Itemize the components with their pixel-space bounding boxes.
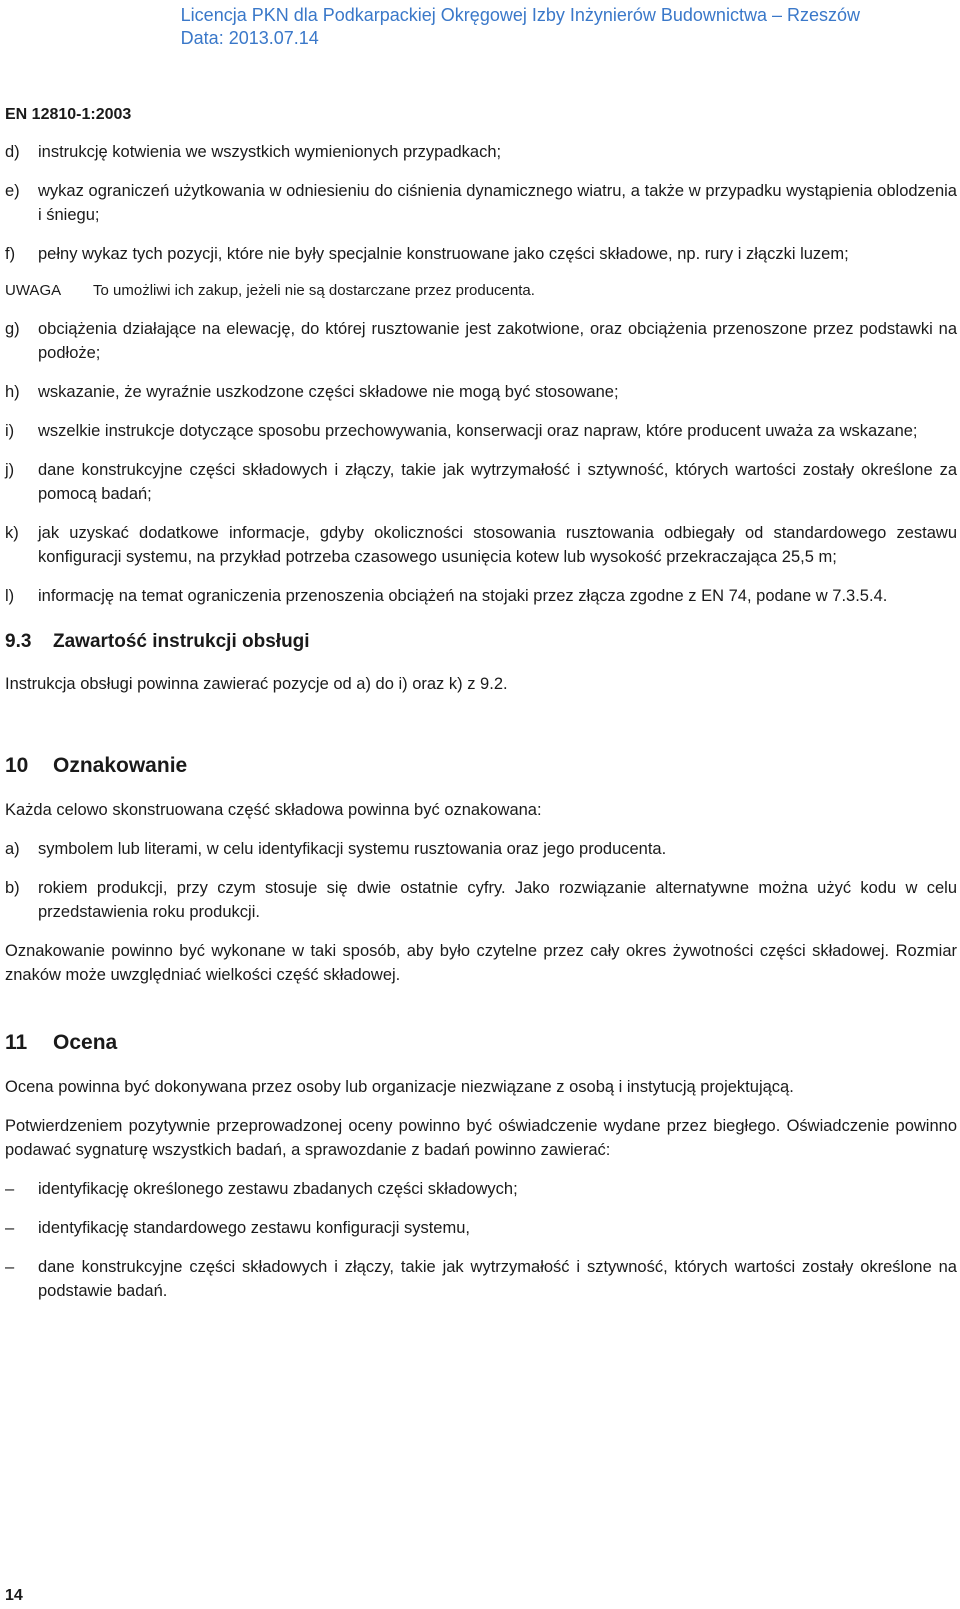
item-label: e) <box>5 182 20 200</box>
note-text: To umożliwi ich zakup, jeżeli nie są dostarczane przez producenta. <box>93 282 535 299</box>
item-label: l) <box>5 587 15 605</box>
item-text: identyfikację standardowego zestawu konfiguracji systemu, <box>38 1219 470 1237</box>
item-label: j) <box>5 461 15 479</box>
section-heading-11 <box>5 1031 957 1055</box>
item-label: i) <box>5 422 15 440</box>
license-watermark <box>181 4 860 50</box>
watermark-line-2: Data: 2013.07.14 <box>180 28 319 48</box>
section-heading-9-3 <box>5 630 957 654</box>
item-label: h) <box>5 383 20 401</box>
item-text: informację na temat ograniczenia przenoszenia obciążeń na stojaki przez złącza zgodne z EN 74, podane w 7.3.5.4. <box>38 587 888 605</box>
section-number: 10 <box>5 754 29 777</box>
bullet-dash: – <box>5 1219 15 1237</box>
section-title: Zawartość instrukcji obsługi <box>53 631 310 652</box>
list-item <box>5 521 957 569</box>
note <box>5 279 957 303</box>
bullet-dash: – <box>5 1258 15 1276</box>
list-item <box>5 317 957 365</box>
item-text: identyfikację określonego zestawu zbadanych części składowych; <box>38 1180 518 1198</box>
list-item <box>5 179 957 227</box>
item-text: jak uzyskać dodatkowe informacje, gdyby okoliczności stosowania rusztowania odbiegały od standardowego zestawu konfiguracji systemu, na przykład potrzeba czasowego usunięcia kotew lub wysokość przekraczająca 25,5 m; <box>38 524 957 566</box>
item-text: rokiem produkcji, przy czym stosuje się dwie ostatnie cyfry. Jako rozwiązanie alternatywne można użyć kodu w celu przedstawienia roku produkcji. <box>38 879 957 921</box>
item-text: symbolem lub literami, w celu identyfikacji systemu rusztowania oraz jego producenta. <box>38 840 667 858</box>
list-item <box>5 876 957 924</box>
item-label: b) <box>5 879 20 897</box>
item-text: instrukcję kotwienia we wszystkich wymienionych przypadkach; <box>38 143 502 161</box>
item-text: pełny wykaz tych pozycji, które nie były specjalnie konstruowane jako części składowe, np. rury i złączki luzem; <box>38 245 849 263</box>
list-item <box>5 837 957 861</box>
list-item <box>5 419 957 443</box>
item-label: g) <box>5 320 20 338</box>
page-body <box>5 140 957 1318</box>
section-title: Oznakowanie <box>53 754 188 777</box>
note-label: UWAGA <box>5 282 62 299</box>
list-item <box>5 380 957 404</box>
list-item <box>5 1216 957 1240</box>
item-text: wskazanie, że wyraźnie uszkodzone części składowe nie mogą być stosowane; <box>38 383 619 401</box>
page-number: 14 <box>5 1587 23 1604</box>
bullet-dash: – <box>5 1180 15 1198</box>
paragraph: Każda celowo skonstruowana część składowa powinna być oznakowana: <box>5 801 542 819</box>
section-heading-10 <box>5 754 957 778</box>
paragraph: Instrukcja obsługi powinna zawierać pozycje od a) do i) oraz k) z 9.2. <box>5 675 508 693</box>
paragraph: Ocena powinna być dokonywana przez osoby lub organizacje niezwiązane z osobą i instytucją projektującą. <box>5 1078 794 1096</box>
item-text: wykaz ograniczeń użytkowania w odniesieniu do ciśnienia dynamicznego wiatru, a także w przypadku wystąpienia oblodzenia i śniegu; <box>38 182 957 224</box>
item-label: f) <box>5 245 16 263</box>
item-text: dane konstrukcyjne części składowych i złączy, takie jak wytrzymałość i sztywność, których wartości zostały określone za pomocą badań; <box>38 461 957 503</box>
item-text: wszelkie instrukcje dotyczące sposobu przechowywania, konserwacji oraz napraw, które producent uważa za wskazane; <box>38 422 918 440</box>
item-text: obciążenia działające na elewację, do której rusztowanie jest zakotwione, oraz obciążenia przenoszone przez podstawki na podłoże; <box>38 320 957 362</box>
list-item <box>5 140 957 164</box>
section-number: 9.3 <box>5 631 32 652</box>
item-text: dane konstrukcyjne części składowych i złączy, takie jak wytrzymałość i sztywność, których wartości zostały określone na podstawie badań. <box>38 1258 957 1300</box>
watermark-line-1: Licencja PKN dla Podkarpackiej Okręgowej Izby Inżynierów Budownictwa – Rzeszów <box>180 5 860 25</box>
section-number: 11 <box>5 1031 28 1054</box>
section-title: Ocena <box>53 1031 118 1054</box>
paragraph: Oznakowanie powinno być wykonane w taki sposób, aby było czytelne przez cały okres żywotności części składowej. Rozmiar znaków może uwzględniać wielkości część składowej. <box>5 942 957 984</box>
list-item <box>5 1177 957 1201</box>
list-item <box>5 584 957 608</box>
list-item <box>5 458 957 506</box>
item-label: d) <box>5 143 20 161</box>
paragraph: Potwierdzeniem pozytywnie przeprowadzonej oceny powinno być oświadczenie wydane przez biegłego. Oświadczenie powinno podawać sygnaturę wszystkich badań, a sprawozdanie z badań powinno zawierać: <box>5 1117 957 1159</box>
list-item <box>5 242 957 266</box>
item-label: a) <box>5 840 20 858</box>
list-item <box>5 1255 957 1303</box>
item-label: k) <box>5 524 19 542</box>
document-id: EN 12810-1:2003 <box>5 106 132 123</box>
